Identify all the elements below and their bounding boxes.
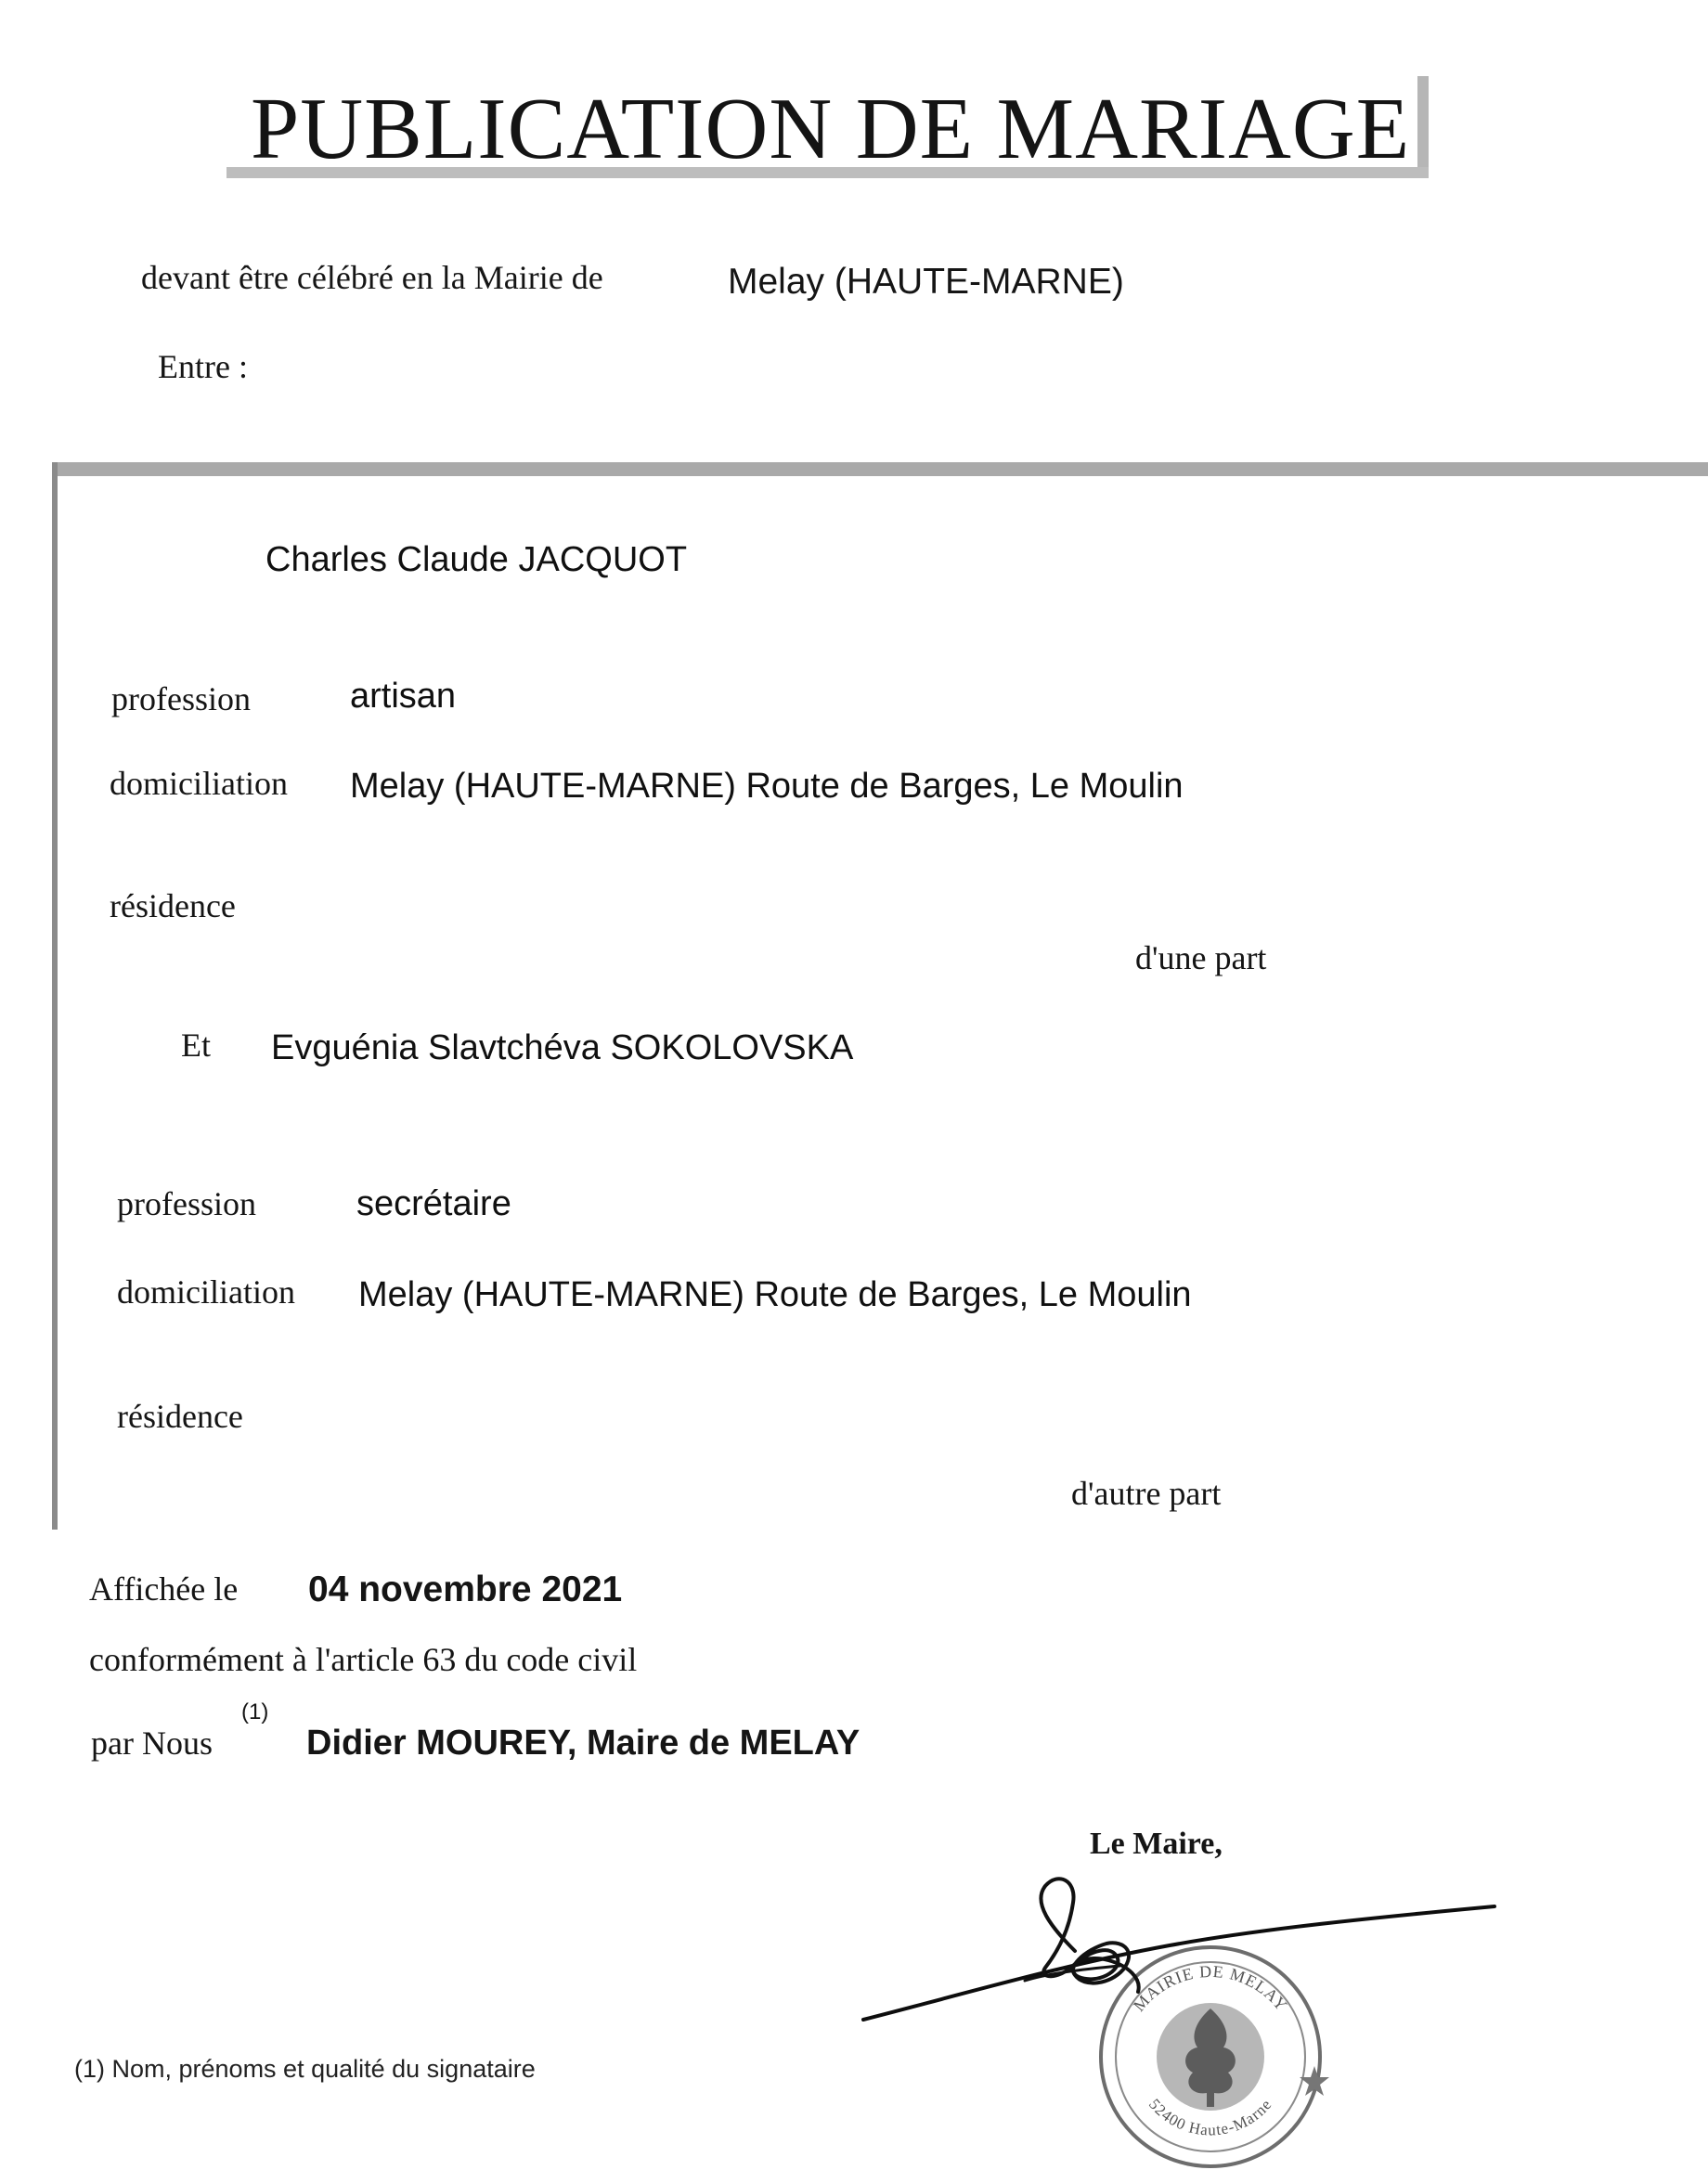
- footnote-text: (1) Nom, prénoms et qualité du signataire: [74, 2055, 536, 2083]
- party2-domicile-label: domiciliation: [117, 1273, 295, 1311]
- party1-residence-label: résidence: [110, 887, 236, 924]
- party2-name: Evguénia Slavtchéva SOKOLOVSKA: [271, 1028, 854, 1067]
- posting-date: 04 novembre 2021: [308, 1569, 623, 1609]
- signature-title: Le Maire,: [1090, 1827, 1223, 1861]
- party2-profession-label: profession: [117, 1185, 256, 1222]
- party2-prefix: Et: [181, 1027, 211, 1064]
- page-title: PUBLICATION DE MARIAGE: [251, 81, 1411, 177]
- venue-label: devant être célébré en la Mairie de: [141, 259, 603, 296]
- mayor-signature-icon: [854, 1864, 1504, 2049]
- affichee-label: Affichée le: [89, 1570, 239, 1608]
- party2-domicile-value: Melay (HAUTE-MARNE) Route de Barges, Le Moulin: [358, 1275, 1192, 1314]
- footnote-reference: (1): [241, 1699, 269, 1724]
- party2-profession-value: secrétaire: [356, 1184, 511, 1223]
- entry-frame-top-border: [56, 462, 1708, 476]
- seal-bottom-text: 52400 Haute-Marne: [1145, 2095, 1275, 2139]
- party2-residence-label: résidence: [117, 1398, 243, 1435]
- title-shadow-right: [1417, 76, 1429, 178]
- party1-domicile-value: Melay (HAUTE-MARNE) Route de Barges, Le Moulin: [350, 767, 1184, 806]
- seal-top-text: MAIRIE DE MELAY: [1129, 1961, 1292, 2015]
- entry-frame-left-border: [52, 462, 58, 1530]
- title-block: [226, 76, 1437, 177]
- article-text: conformément à l'article 63 du code civil: [89, 1641, 638, 1678]
- party1-domicile-label: domiciliation: [110, 765, 288, 802]
- par-nous-label: par Nous: [91, 1724, 213, 1762]
- party1-part-label: d'une part: [1135, 939, 1267, 976]
- venue-value: Melay (HAUTE-MARNE): [728, 262, 1124, 302]
- party1-name: Charles Claude JACQUOT: [265, 540, 688, 579]
- party2-part-label: d'autre part: [1071, 1475, 1222, 1512]
- signatory-name: Didier MOUREY, Maire de MELAY: [306, 1724, 860, 1763]
- party1-profession-label: profession: [111, 680, 251, 717]
- entre-label: Entre :: [158, 348, 248, 385]
- party1-profession-value: artisan: [350, 677, 457, 716]
